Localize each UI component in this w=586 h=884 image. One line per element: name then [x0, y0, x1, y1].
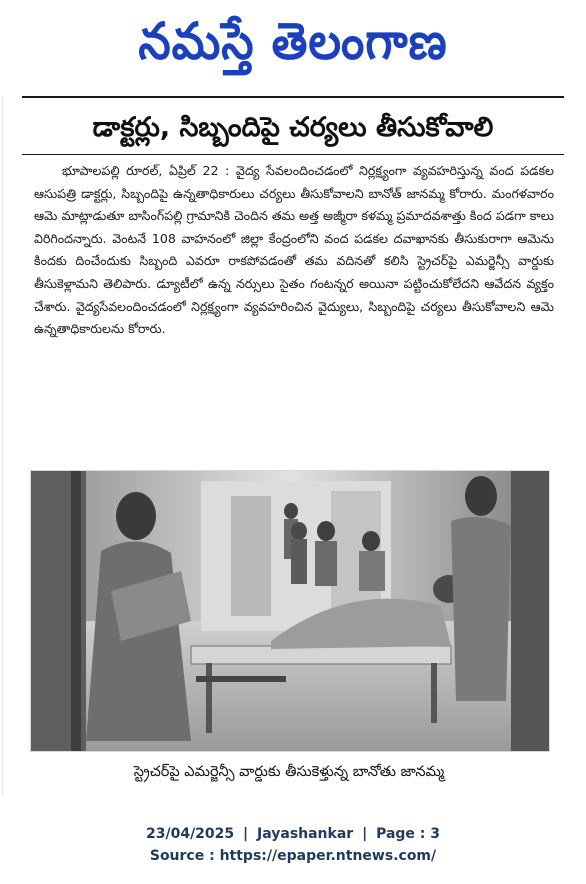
hospital-corridor-image: [31, 471, 549, 751]
photo-caption: స్ట్రెచర్‌పై ఎమర్జెన్సీ వార్డుకు తీసుకెళ్తున్న బానోతు జానమ్మ: [133, 764, 445, 780]
clip-border: [2, 96, 3, 796]
masthead-logo: [0, 6, 586, 80]
headline-top-rule: [22, 96, 564, 98]
news-photo: [30, 470, 550, 752]
masthead-title: నమస్తే తెలంగాణ: [138, 11, 448, 71]
footer-edition: Jayashankar: [257, 826, 354, 842]
footer-meta: 23/04/2025 | Jayashankar | Page : 3: [145, 826, 441, 842]
article-headline: డాక్టర్లు, సిబ్బందిపై చర్యలు తీసుకోవాలి: [92, 112, 494, 143]
headline-bottom-rule: [22, 154, 564, 155]
footer-page: Page : 3: [376, 826, 441, 842]
article-body: భూపాలపల్లి రూరల్, ఏప్రిల్ 22 : వైద్య సేవలందించడంలో నిర్లక్ష్యంగా వ్యవహరిస్తున్న వంద పడకల ఆసుపత్రి డాక్టర్లు, సిబ్బందిపై ఉన్నతాధికారులు చర్యలు తీసుకోవాలని బానోత్ జానమ్మ కోరారు. మంగళవారం ఆమె మాట్లాడుతూ బాసింగ్‌పల్లి గ్రామానికి చెందిన తమ అత్త అజ్మీరా కళమ్మ ప్రమాదవశాత్తు కింద పడగా కాలు విరిగిందన్నారు. వెంటనే 108 వాహనంలో జిల్లా కేంద్రంలోని వంద పడకల దవాఖానకు తీసుకురాగా ఆమెను కిందకు దించేందుకు సిబ్బంది ఎవరూ రాకపోవడంతో తమ వదినతో కలిసి స్ట్రెచర్‌పై ఎమర్జెన్సీ వార్డుకు తీసుకెళ్లామని తెలిపారు. డ్యూటీలో ఉన్న నర్సులు సైతం గంటన్నర అయినా పట్టించుకోలేదని ఆవేదన వ్యక్తం చేశారు. వైద్యసేవలందించడంలో నిర్లక్ష్యంగా వ్యవహరించిన వైద్యులు, సిబ్బందిపై చర్యలు తీసుకోవాలని ఆమె ఉన్నతాధికారులను కోరారు.: [34, 163, 554, 337]
footer-source: Source : https://epaper.ntnews.com/: [149, 848, 437, 864]
footer-date: 23/04/2025: [145, 826, 235, 842]
